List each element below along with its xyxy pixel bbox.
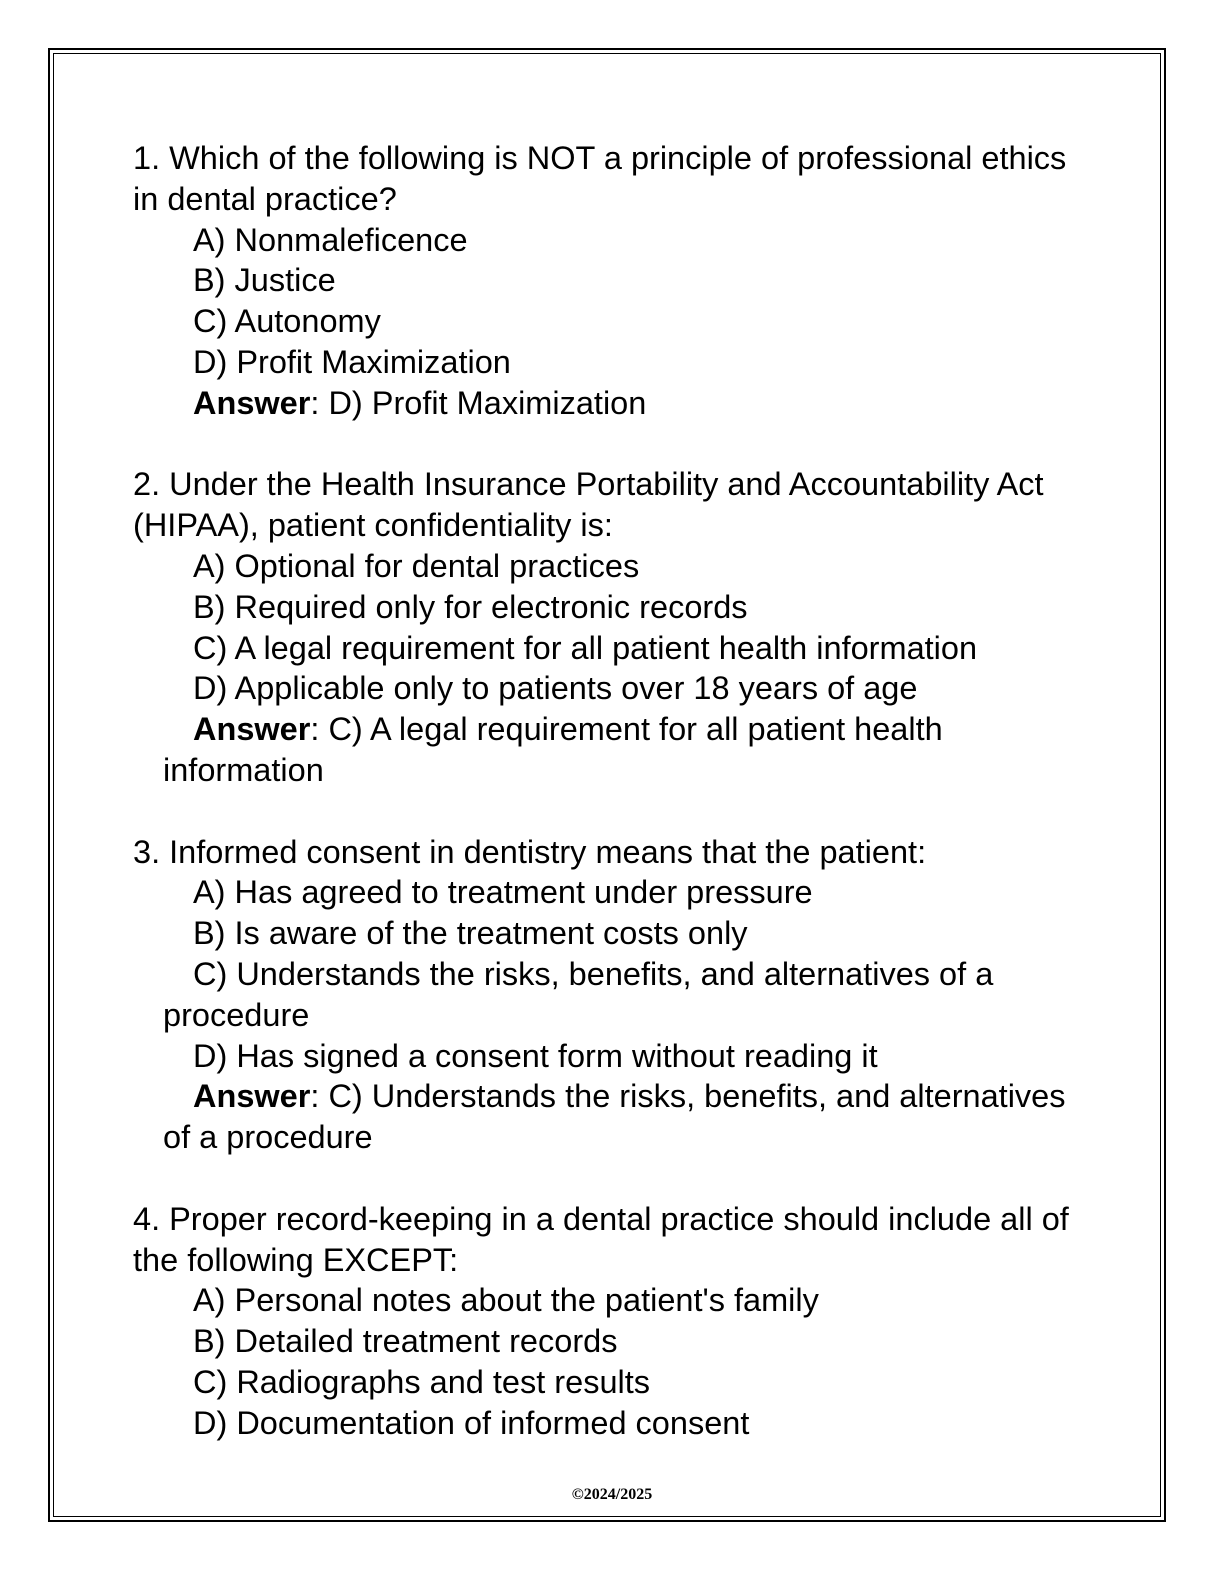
option-a: A) Optional for dental practices [193,547,640,584]
answer-label: Answer [193,711,311,748]
answer-label: Answer [193,384,311,421]
copyright-footer: ©2024/2025 [571,1486,653,1503]
question-stem: 1. Which of the following is NOT a principle of professional ethics in dental practice? [133,140,1067,217]
answer-line [133,709,1093,791]
option-d: D) Profit Maximization [193,343,511,380]
document-body [133,138,1093,1484]
option-a: A) Has agreed to treatment under pressure [193,874,813,911]
answer-label: Answer [193,1078,311,1115]
option-d: D) Documentation of informed consent [193,1404,750,1441]
question-stem: 2. Under the Health Insurance Portability and Accountability Act (HIPAA), patient confidentiality is: [133,466,1044,544]
answer-text: : C) A legal requirement for all patient health information [163,711,943,788]
option-b: B) Required only for electronic records [193,588,748,625]
answer-line [133,1076,1093,1158]
option-b: B) Justice [193,262,336,299]
option-d: D) Has signed a consent form without reading it [193,1037,878,1074]
question-stem: 3. Informed consent in dentistry means that the patient: [133,833,927,870]
answer-text: : C) Understands the risks, benefits, and alternatives of a procedure [163,1078,1066,1156]
option-c: C) Radiographs and test results [193,1363,651,1400]
option-c: C) A legal requirement for all patient health information [193,629,978,666]
question-2 [133,464,1093,790]
question-3 [133,832,1093,1158]
answer-line [133,383,1093,424]
option-c: C) Autonomy [193,303,381,340]
option-d: D) Applicable only to patients over 18 years of age [193,670,918,707]
question-4 [133,1199,1093,1444]
option-a: A) Personal notes about the patient's family [193,1282,819,1319]
option-c: C) Understands the risks, benefits, and alternatives of a procedure [163,955,994,1033]
answer-text: : D) Profit Maximization [310,384,647,421]
question-1 [133,138,1093,424]
question-stem: 4. Proper record-keeping in a dental practice should include all of the following EXCEPT: [133,1200,1069,1278]
option-b: B) Is aware of the treatment costs only [193,915,748,952]
option-a: A) Nonmaleficence [193,221,468,258]
option-b: B) Detailed treatment records [193,1323,618,1360]
